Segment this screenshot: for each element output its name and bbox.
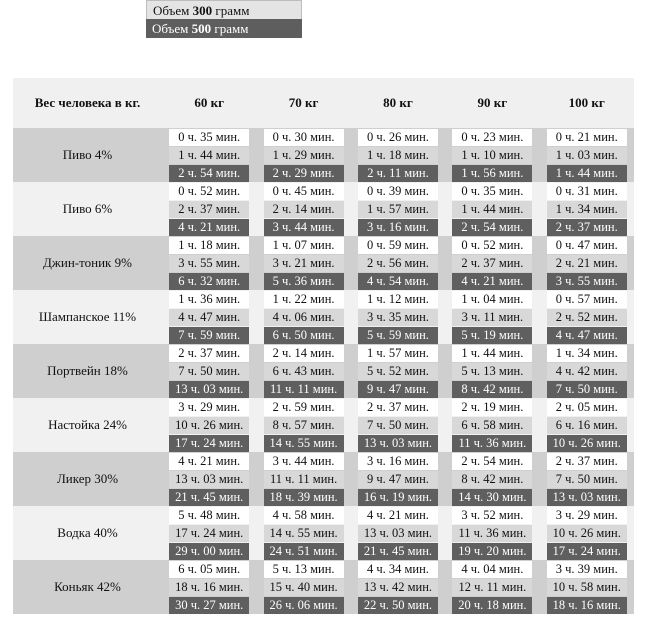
weight-columns	[162, 506, 634, 560]
weight-cell	[540, 182, 634, 236]
time-500g: 4 ч. 21 мин.	[452, 273, 532, 290]
time-500g: 13 ч. 03 мин.	[358, 435, 438, 452]
time-500g: 6 ч. 32 мин.	[169, 273, 249, 290]
time-500g: 13 ч. 03 мин.	[547, 489, 627, 506]
time-300g: 3 ч. 55 мин.	[169, 255, 249, 272]
time-300g: 10 ч. 26 мин.	[547, 525, 627, 542]
time-500g: 18 ч. 16 мин.	[547, 597, 627, 614]
time-small-dose: 0 ч. 52 мин.	[452, 237, 532, 254]
legend-500-prefix: Объем	[152, 21, 189, 36]
time-500g: 2 ч. 11 мин.	[358, 165, 438, 182]
time-500g: 10 ч. 26 мин.	[547, 435, 627, 452]
weight-cell	[445, 452, 539, 506]
time-small-dose: 1 ч. 44 мин.	[452, 345, 532, 362]
weight-cell	[256, 506, 350, 560]
time-500g: 22 ч. 50 мин.	[358, 597, 438, 614]
weight-cell	[540, 290, 634, 344]
time-300g: 3 ч. 11 мин.	[452, 309, 532, 326]
time-300g: 15 ч. 40 мин.	[264, 579, 344, 596]
time-small-dose: 1 ч. 34 мин.	[547, 345, 627, 362]
time-small-dose: 0 ч. 59 мин.	[358, 237, 438, 254]
drink-name: Джин-тоник 9%	[43, 255, 132, 270]
weight-cell	[162, 560, 256, 614]
time-small-dose: 0 ч. 23 мин.	[452, 129, 532, 146]
time-small-dose: 3 ч. 52 мин.	[452, 507, 532, 524]
time-500g: 3 ч. 55 мин.	[547, 273, 627, 290]
weight-columns	[162, 560, 634, 614]
time-small-dose: 0 ч. 26 мин.	[358, 129, 438, 146]
drink-name: Ликер 30%	[56, 471, 119, 486]
time-300g: 3 ч. 35 мин.	[358, 309, 438, 326]
time-small-dose: 2 ч. 19 мин.	[452, 399, 532, 416]
time-300g: 10 ч. 58 мин.	[547, 579, 627, 596]
time-small-dose: 0 ч. 45 мин.	[264, 183, 344, 200]
time-500g: 8 ч. 42 мин.	[452, 381, 532, 398]
weight-cell	[351, 344, 445, 398]
time-500g: 26 ч. 06 мин.	[264, 597, 344, 614]
time-300g: 2 ч. 37 мин.	[169, 201, 249, 218]
time-500g: 11 ч. 36 мин.	[452, 435, 532, 452]
weight-cell	[351, 506, 445, 560]
weight-cell	[256, 290, 350, 344]
weight-cell	[256, 344, 350, 398]
time-500g: 14 ч. 30 мин.	[452, 489, 532, 506]
time-500g: 3 ч. 44 мин.	[264, 219, 344, 236]
header-col-60: 60 кг	[194, 95, 225, 110]
time-small-dose: 3 ч. 16 мин.	[358, 453, 438, 470]
time-300g: 17 ч. 24 мин.	[169, 525, 249, 542]
time-500g: 5 ч. 19 мин.	[452, 327, 532, 344]
time-300g: 14 ч. 55 мин.	[264, 525, 344, 542]
time-300g: 13 ч. 03 мин.	[358, 525, 438, 542]
legend-300-unit: грамм	[215, 3, 250, 18]
time-300g: 6 ч. 43 мин.	[264, 363, 344, 380]
time-small-dose: 1 ч. 22 мин.	[264, 291, 344, 308]
time-300g: 1 ч. 18 мин.	[358, 147, 438, 164]
weight-columns	[162, 290, 634, 344]
time-300g: 1 ч. 44 мин.	[452, 201, 532, 218]
weight-cell	[540, 398, 634, 452]
time-500g: 20 ч. 18 мин.	[452, 597, 532, 614]
header-col-80: 80 кг	[383, 95, 413, 110]
time-500g: 21 ч. 45 мин.	[169, 489, 249, 506]
time-500g: 16 ч. 19 мин.	[358, 489, 438, 506]
time-300g: 10 ч. 26 мин.	[169, 417, 249, 434]
weight-cell	[351, 398, 445, 452]
legend-500g	[146, 19, 302, 38]
time-500g: 1 ч. 56 мин.	[452, 165, 532, 182]
time-500g: 29 ч. 00 мин.	[169, 543, 249, 560]
time-300g: 1 ч. 10 мин.	[452, 147, 532, 164]
volume-legend	[146, 0, 302, 38]
header-col-70: 70 кг	[288, 95, 319, 110]
weight-cell	[162, 236, 256, 290]
time-500g: 4 ч. 47 мин.	[547, 327, 627, 344]
time-300g: 8 ч. 57 мин.	[264, 417, 344, 434]
weight-cell	[540, 452, 634, 506]
time-300g: 11 ч. 36 мин.	[452, 525, 532, 542]
weight-cell	[540, 560, 634, 614]
time-small-dose: 4 ч. 34 мин.	[358, 561, 438, 578]
time-500g: 5 ч. 59 мин.	[358, 327, 438, 344]
time-small-dose: 1 ч. 18 мин.	[169, 237, 249, 254]
time-300g: 4 ч. 47 мин.	[169, 309, 249, 326]
time-300g: 7 ч. 50 мин.	[547, 471, 627, 488]
time-small-dose: 1 ч. 04 мин.	[452, 291, 532, 308]
time-small-dose: 4 ч. 21 мин.	[169, 453, 249, 470]
time-small-dose: 0 ч. 35 мин.	[169, 129, 249, 146]
weight-cell	[445, 236, 539, 290]
time-500g: 18 ч. 39 мин.	[264, 489, 344, 506]
weight-cell	[540, 128, 634, 182]
time-300g: 1 ч. 29 мин.	[264, 147, 344, 164]
header-weight-label: Вес человека в кг.	[34, 95, 141, 110]
drink-name: Настойка 24%	[48, 417, 127, 432]
weight-columns	[162, 182, 634, 236]
table-row	[13, 452, 634, 506]
time-small-dose: 3 ч. 44 мин.	[264, 453, 344, 470]
time-small-dose: 4 ч. 21 мин.	[358, 507, 438, 524]
time-small-dose: 4 ч. 58 мин.	[264, 507, 344, 524]
time-300g: 1 ч. 34 мин.	[547, 201, 627, 218]
weight-cell	[351, 128, 445, 182]
time-300g: 2 ч. 37 мин.	[452, 255, 532, 272]
weight-cell	[162, 506, 256, 560]
weight-cell	[351, 290, 445, 344]
weight-columns	[162, 344, 634, 398]
time-small-dose: 2 ч. 59 мин.	[264, 399, 344, 416]
drink-name: Пиво 4%	[62, 147, 113, 162]
time-500g: 17 ч. 24 мин.	[169, 435, 249, 452]
weight-cell	[162, 128, 256, 182]
time-300g: 3 ч. 21 мин.	[264, 255, 344, 272]
time-500g: 13 ч. 03 мин.	[169, 381, 249, 398]
time-small-dose: 2 ч. 54 мин.	[452, 453, 532, 470]
legend-500-unit: грамм	[214, 21, 249, 36]
weight-columns	[162, 452, 634, 506]
time-500g: 21 ч. 45 мин.	[358, 543, 438, 560]
weight-cell	[445, 506, 539, 560]
time-small-dose: 0 ч. 47 мин.	[547, 237, 627, 254]
time-small-dose: 0 ч. 39 мин.	[358, 183, 438, 200]
time-300g: 11 ч. 11 мин.	[264, 471, 344, 488]
legend-500-amount: 500	[191, 21, 212, 36]
time-300g: 2 ч. 14 мин.	[264, 201, 344, 218]
weight-columns	[162, 128, 634, 182]
table-row	[13, 398, 634, 452]
weight-cell	[256, 128, 350, 182]
table-row	[13, 506, 634, 560]
time-300g: 18 ч. 16 мин.	[169, 579, 249, 596]
time-small-dose: 1 ч. 07 мин.	[264, 237, 344, 254]
table-row	[13, 344, 634, 398]
weight-columns	[162, 398, 634, 452]
time-500g: 2 ч. 54 мин.	[452, 219, 532, 236]
time-small-dose: 2 ч. 14 мин.	[264, 345, 344, 362]
weight-cell	[256, 398, 350, 452]
weight-cell	[162, 452, 256, 506]
weight-cell	[162, 290, 256, 344]
table-row	[13, 560, 634, 614]
time-small-dose: 2 ч. 37 мин.	[547, 453, 627, 470]
time-small-dose: 2 ч. 05 мин.	[547, 399, 627, 416]
weight-cell	[540, 236, 634, 290]
time-500g: 9 ч. 47 мин.	[358, 381, 438, 398]
weight-cell	[351, 236, 445, 290]
time-300g: 4 ч. 06 мин.	[264, 309, 344, 326]
time-small-dose: 5 ч. 13 мин.	[264, 561, 344, 578]
weight-cell	[445, 290, 539, 344]
weight-cell	[162, 182, 256, 236]
time-small-dose: 0 ч. 21 мин.	[547, 129, 627, 146]
weight-cell	[445, 182, 539, 236]
time-300g: 12 ч. 11 мин.	[452, 579, 532, 596]
time-500g: 2 ч. 37 мин.	[547, 219, 627, 236]
legend-300g	[146, 0, 302, 19]
time-500g: 24 ч. 51 мин.	[264, 543, 344, 560]
weight-cell	[351, 452, 445, 506]
time-300g: 6 ч. 58 мин.	[452, 417, 532, 434]
weight-cell	[540, 506, 634, 560]
time-500g: 1 ч. 44 мин.	[547, 165, 627, 182]
header-col-90: 90 кг	[477, 95, 508, 110]
header-col-100: 100 кг	[568, 95, 605, 110]
weight-cell	[351, 560, 445, 614]
table-body	[13, 128, 634, 614]
time-small-dose: 5 ч. 48 мин.	[169, 507, 249, 524]
time-500g: 2 ч. 29 мин.	[264, 165, 344, 182]
time-500g: 4 ч. 54 мин.	[358, 273, 438, 290]
time-300g: 5 ч. 52 мин.	[358, 363, 438, 380]
weight-cell	[256, 236, 350, 290]
time-small-dose: 2 ч. 37 мин.	[358, 399, 438, 416]
drink-name: Пиво 6%	[62, 201, 113, 216]
time-300g: 13 ч. 03 мин.	[169, 471, 249, 488]
time-small-dose: 0 ч. 52 мин.	[169, 183, 249, 200]
time-small-dose: 6 ч. 05 мин.	[169, 561, 249, 578]
drink-name: Водка 40%	[57, 525, 118, 540]
time-small-dose: 0 ч. 57 мин.	[547, 291, 627, 308]
time-small-dose: 3 ч. 29 мин.	[169, 399, 249, 416]
time-300g: 9 ч. 47 мин.	[358, 471, 438, 488]
table-row	[13, 182, 634, 236]
weight-cell	[256, 452, 350, 506]
alcohol-elimination-table	[13, 78, 634, 614]
time-300g: 2 ч. 21 мин.	[547, 255, 627, 272]
time-500g: 7 ч. 50 мин.	[547, 381, 627, 398]
time-300g: 1 ч. 03 мин.	[547, 147, 627, 164]
time-small-dose: 3 ч. 39 мин.	[547, 561, 627, 578]
time-300g: 2 ч. 56 мин.	[358, 255, 438, 272]
weight-cell	[162, 344, 256, 398]
time-500g: 5 ч. 36 мин.	[264, 273, 344, 290]
time-small-dose: 2 ч. 37 мин.	[169, 345, 249, 362]
time-500g: 4 ч. 21 мин.	[169, 219, 249, 236]
time-small-dose: 1 ч. 12 мин.	[358, 291, 438, 308]
time-300g: 1 ч. 44 мин.	[169, 147, 249, 164]
weight-columns	[162, 236, 634, 290]
weight-cell	[162, 398, 256, 452]
time-300g: 2 ч. 52 мин.	[547, 309, 627, 326]
weight-cell	[445, 398, 539, 452]
time-500g: 2 ч. 54 мин.	[169, 165, 249, 182]
weight-cell	[256, 182, 350, 236]
time-500g: 7 ч. 59 мин.	[169, 327, 249, 344]
time-300g: 7 ч. 50 мин.	[358, 417, 438, 434]
time-small-dose: 4 ч. 04 мин.	[452, 561, 532, 578]
legend-300-amount: 300	[192, 3, 213, 18]
time-500g: 6 ч. 50 мин.	[264, 327, 344, 344]
weight-cell	[540, 344, 634, 398]
time-small-dose: 0 ч. 31 мин.	[547, 183, 627, 200]
time-500g: 11 ч. 11 мин.	[264, 381, 344, 398]
time-300g: 13 ч. 42 мин.	[358, 579, 438, 596]
weight-cell	[445, 560, 539, 614]
drink-name: Коньяк 42%	[54, 579, 121, 594]
drink-name: Шампанское 11%	[38, 309, 137, 324]
table-row	[13, 290, 634, 344]
time-500g: 14 ч. 55 мин.	[264, 435, 344, 452]
time-small-dose: 0 ч. 30 мин.	[264, 129, 344, 146]
time-small-dose: 0 ч. 35 мин.	[452, 183, 532, 200]
weight-cell	[351, 182, 445, 236]
time-300g: 7 ч. 50 мин.	[169, 363, 249, 380]
time-small-dose: 1 ч. 57 мин.	[358, 345, 438, 362]
time-300g: 1 ч. 57 мин.	[358, 201, 438, 218]
table-row	[13, 128, 634, 182]
time-small-dose: 1 ч. 36 мин.	[169, 291, 249, 308]
weight-cell	[256, 560, 350, 614]
table-header	[13, 78, 634, 128]
time-500g: 3 ч. 16 мин.	[358, 219, 438, 236]
drink-name: Портвейн 18%	[47, 363, 128, 378]
time-small-dose: 3 ч. 29 мин.	[547, 507, 627, 524]
time-500g: 19 ч. 20 мин.	[452, 543, 532, 560]
time-500g: 17 ч. 24 мин.	[547, 543, 627, 560]
table-row	[13, 236, 634, 290]
time-300g: 8 ч. 42 мин.	[452, 471, 532, 488]
time-300g: 6 ч. 16 мин.	[547, 417, 627, 434]
time-500g: 30 ч. 27 мин.	[169, 597, 249, 614]
time-300g: 5 ч. 13 мин.	[452, 363, 532, 380]
weight-cell	[445, 128, 539, 182]
weight-cell	[445, 344, 539, 398]
legend-300-prefix: Объем	[153, 3, 190, 18]
time-300g: 4 ч. 42 мин.	[547, 363, 627, 380]
